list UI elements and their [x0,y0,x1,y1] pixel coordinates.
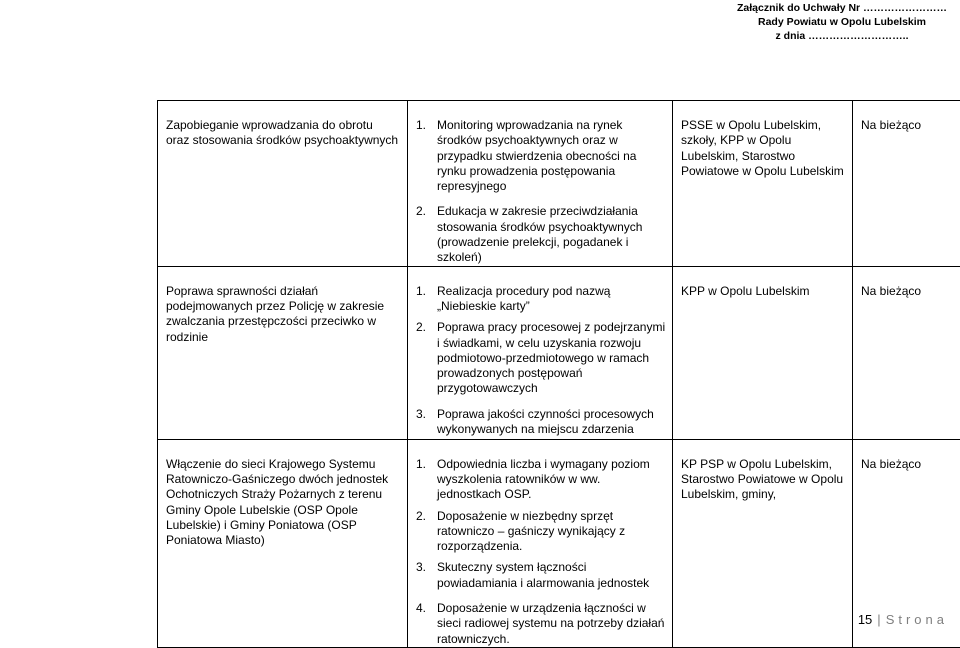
responsible-cell: KP PSP w Opolu Lubelskim, Starostwo Powiatowe w Opolu Lubelskim, gminy, [673,439,853,647]
header-line-resolution: Załącznik do Uchwały Nr …………………… [737,1,947,15]
list-item: 1. Monitoring wprowadzania na rynek środków psychoaktywnych oraz w przypadku stwierdzenia obecności na rynku prowadzenia postępowania represyjnego [410,118,666,194]
page-label: Strona [886,612,948,627]
responsible-cell: PSSE w Opolu Lubelskim, szkoły, KPP w Opolu Lubelskim, Starostwo Powiatowe w Opolu Lubelskim [673,101,853,267]
table-row [158,101,960,267]
tasks-cell [408,266,673,439]
deadline-cell: Na bieżąco [853,266,960,439]
goal-cell: Włączenie do sieci Krajowego Systemu Ratowniczo-Gaśniczego dwóch jednostek Ochotniczych Straży Pożarnych z terenu Gminy Opole Lubelskie (OSP Opole Lubelskie) i Gminy Poniatowa (OSP Poniatowa Miasto) [158,439,408,647]
header-line-date: z dnia ……………………….. [737,29,947,43]
table-row [158,266,960,439]
page-footer [858,612,948,627]
list-item: 2. Edukacja w zakresie przeciwdziałania stosowania środków psychoaktywnych (prowadzenie prelekcji, pogadanek i szkoleń) [410,204,666,265]
list-item: 3. Skuteczny system łączności powiadamiania i alarmowania jednostek [410,560,666,591]
footer-separator: | [877,612,880,627]
deadline-cell: Na bieżąco [853,101,960,267]
list-item: 1. Odpowiednia liczba i wymagany poziom wyszkolenia ratowników w ww. jednostkach OSP. [410,457,666,503]
table-row [158,439,960,647]
action-plan-table [157,100,960,648]
deadline-cell: Na bieżąco [853,439,960,647]
header-line-council: Rady Powiatu w Opolu Lubelskim [737,15,947,29]
list-item: 2. Doposażenie w niezbędny sprzęt ratowniczo – gaśniczy wynikający z rozporządzenia. [410,509,666,555]
page-number: 15 [858,612,872,627]
goal-cell: Zapobieganie wprowadzania do obrotu oraz stosowania środków psychoaktywnych [158,101,408,267]
tasks-cell [408,439,673,647]
list-item: 3. Poprawa jakości czynności procesowych wykonywanych na miejscu zdarzenia [410,407,666,438]
task-list [410,457,666,647]
tasks-cell [408,101,673,267]
task-list [410,284,666,438]
goal-cell: Poprawa sprawności działań podejmowanych przez Policję w zakresie zwalczania przestępczości przeciwko w rodzinie [158,266,408,439]
list-item: 2. Poprawa pracy procesowej z podejrzanymi i świadkami, w celu uzyskania rozwoju podmiotowo-przedmiotowego w ramach prowadzonych postępowań przygotowawczych [410,320,666,396]
task-list [410,118,666,266]
list-item: 4. Doposażenie w urządzenia łączności w sieci radiowej systemu na potrzeby działań ratowniczych. [410,601,666,647]
responsible-cell: KPP w Opolu Lubelskim [673,266,853,439]
document-header [737,1,947,43]
list-item: 1. Realizacja procedury pod nazwą „Niebieskie karty” [410,284,666,315]
